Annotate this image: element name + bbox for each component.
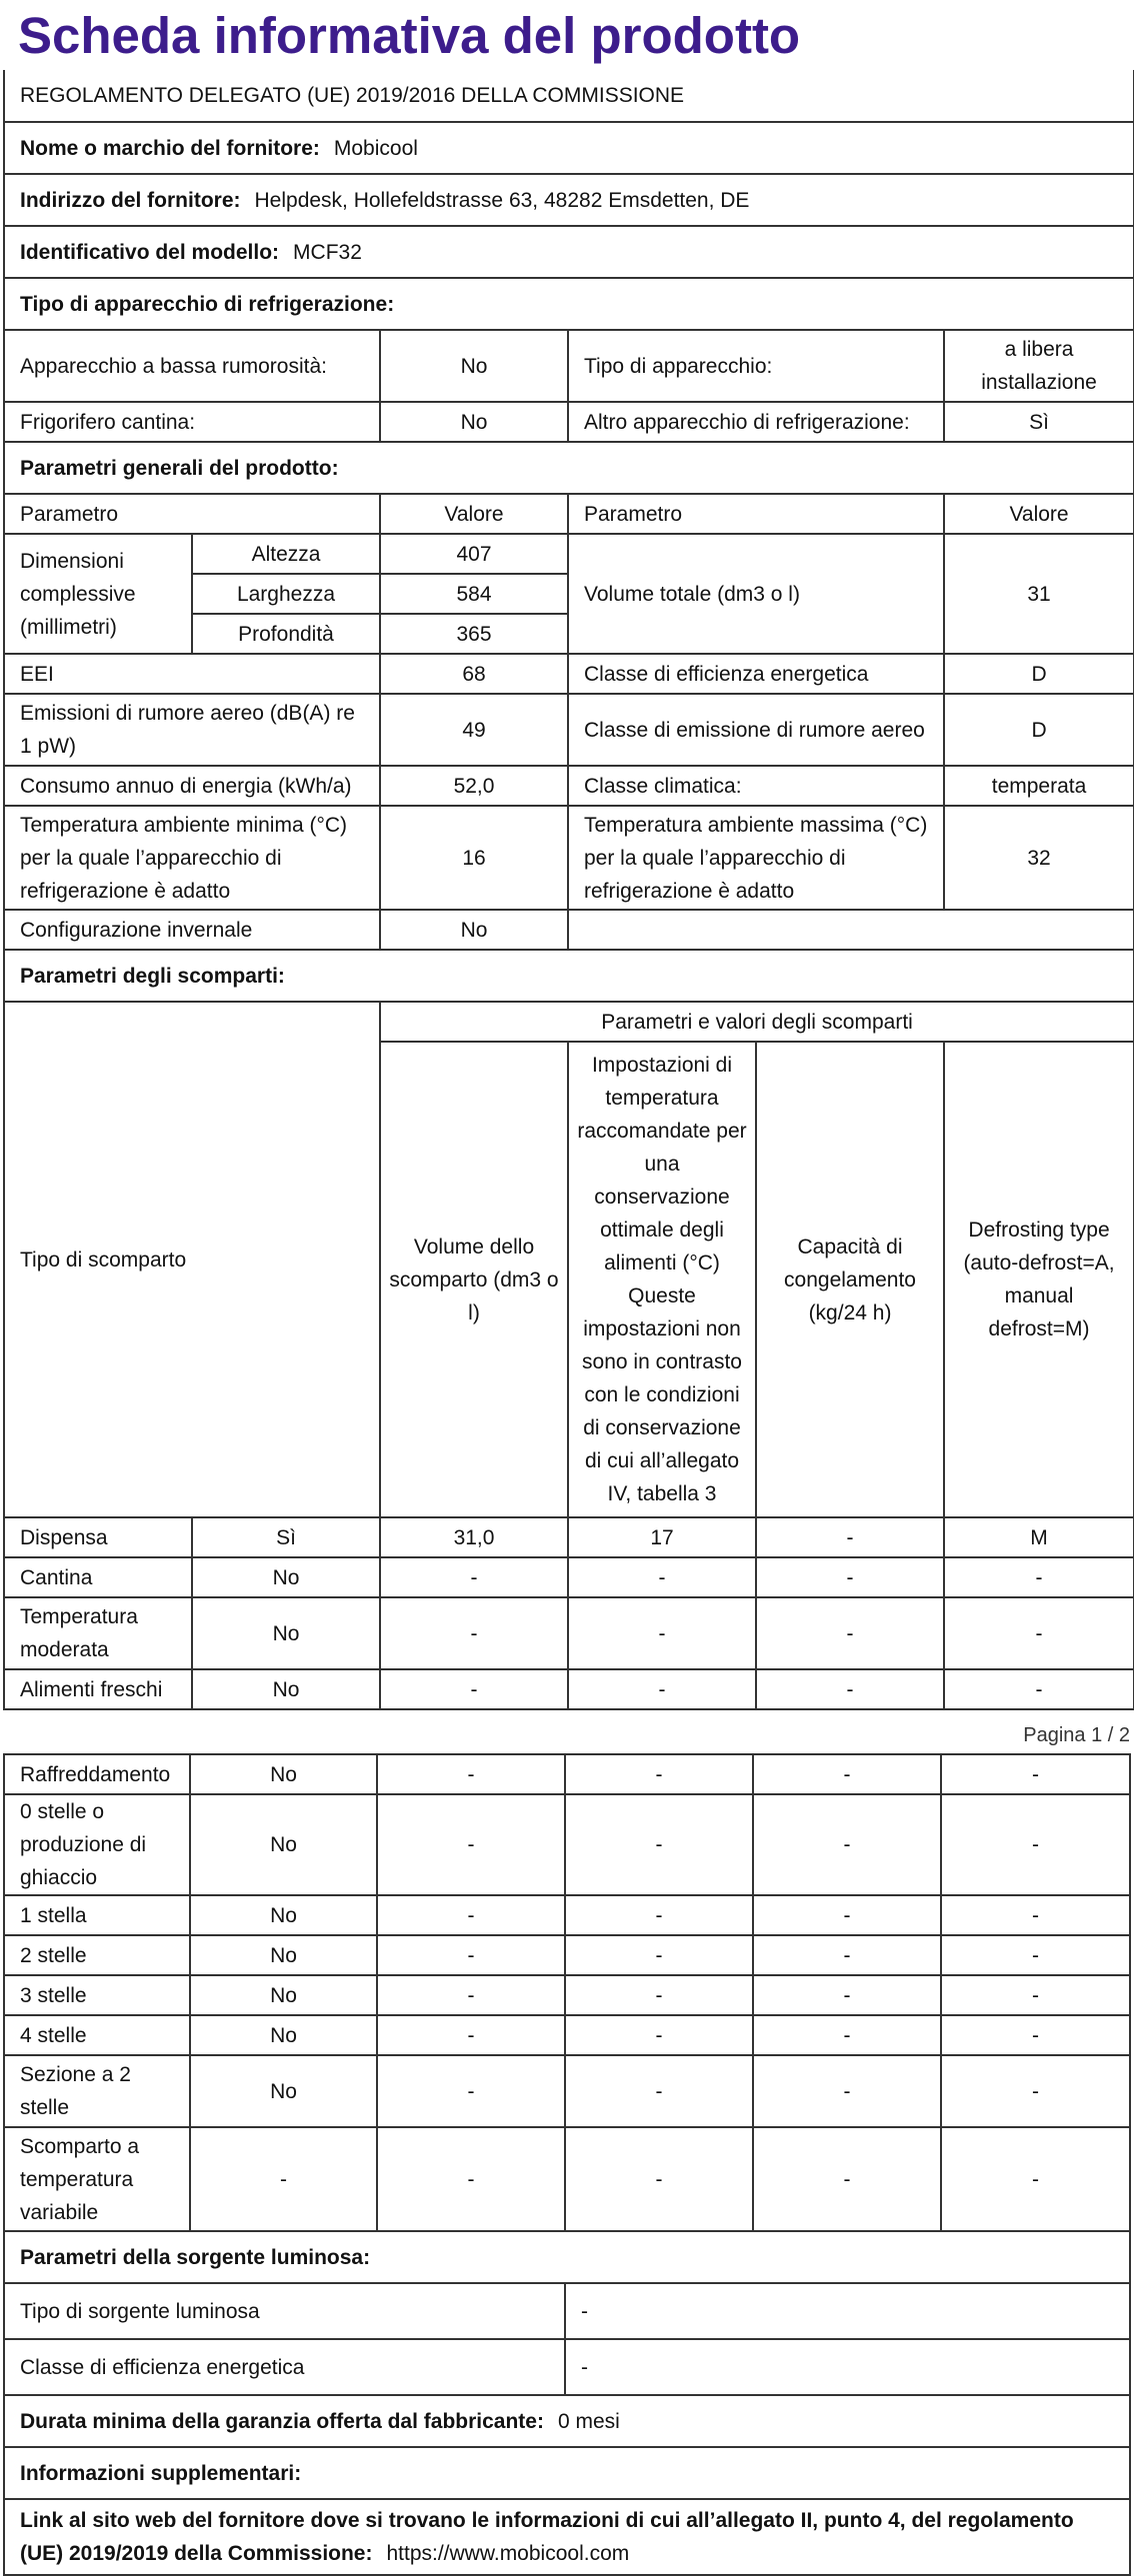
empty-cell [568, 910, 1134, 950]
col-param-header-2: Parametro [568, 494, 944, 534]
table-row [4, 2055, 1130, 2127]
depth-value: 365 [380, 614, 568, 654]
supplier-address-value: Helpdesk, Hollefeldstrasse 63, 48282 Emsdetten, DE [254, 188, 750, 212]
eei-label: EEI [4, 654, 380, 694]
compartment-volume: - [377, 1794, 565, 1895]
compartment-defrost: - [941, 1754, 1130, 1794]
light-source-heading: Parametri della sorgente luminosa: [4, 2231, 1130, 2283]
supplier-name-row [4, 122, 1134, 174]
compartment-temp: - [565, 1975, 753, 2015]
model-row [4, 226, 1134, 278]
product-sheet-page-2 [3, 1753, 1131, 2576]
table-row [4, 1975, 1130, 2015]
compartment-present: No [190, 1754, 377, 1794]
eei-value: 68 [380, 654, 568, 694]
appliance-type-heading: Tipo di apparecchio di refrigerazione: [4, 278, 1134, 330]
page-title: Scheda informativa del prodotto [18, 7, 801, 64]
min-temp-value: 16 [380, 806, 568, 910]
compartment-present: No [190, 2055, 377, 2127]
compartment-name: Sezione a 2 stelle [4, 2055, 190, 2127]
volume-header: Volume dello scomparto (dm3 o l) [380, 1042, 568, 1517]
compartment-defrost: - [944, 1557, 1134, 1597]
climate-class-label: Classe climatica: [568, 766, 944, 806]
table-row [4, 2127, 1130, 2231]
warranty-label: Durata minima della garanzia offerta dal fabbricante: [20, 2409, 544, 2433]
table-row [4, 1754, 1130, 1794]
compartment-type-header: Tipo di scomparto [4, 1002, 380, 1517]
height-value: 407 [380, 534, 568, 574]
compartment-volume: - [377, 2015, 565, 2055]
appliance-type-value: a libera installazione [944, 330, 1134, 402]
page-number: Pagina 1 / 2 [1023, 1724, 1130, 1746]
col-param-header: Parametro [4, 494, 380, 534]
table-row [4, 2015, 1130, 2055]
max-temp-value: 32 [944, 806, 1134, 910]
compartment-defrost: - [941, 1794, 1130, 1895]
climate-class-value: temperata [944, 766, 1134, 806]
compartment-present: No [190, 1935, 377, 1975]
compartment-name: 3 stelle [4, 1975, 190, 2015]
compartment-volume: - [380, 1669, 568, 1709]
compartment-defrost: - [944, 1597, 1134, 1669]
compartment-temp: - [568, 1597, 756, 1669]
noise-emission-label: Emissioni di rumore aereo (dB(A) re 1 pW) [4, 694, 380, 766]
table-row [4, 1517, 1134, 1557]
general-params-heading: Parametri generali del prodotto: [4, 442, 1134, 494]
model-value: MCF32 [293, 240, 362, 264]
compartment-freeze: - [756, 1517, 944, 1557]
compartment-freeze: - [756, 1597, 944, 1669]
compartment-freeze: - [756, 1669, 944, 1709]
compartment-defrost: - [941, 1975, 1130, 2015]
compartment-temp: - [568, 1557, 756, 1597]
table-row [4, 1597, 1134, 1669]
table-row [4, 1669, 1134, 1709]
compartment-defrost: - [941, 2127, 1130, 2231]
supplier-name-label: Nome o marchio del fornitore: [20, 136, 320, 160]
compartment-volume: - [377, 1895, 565, 1935]
wine-cellar-value: No [380, 402, 568, 442]
compartment-defrost: M [944, 1517, 1134, 1557]
compartments-heading: Parametri degli scomparti: [4, 950, 1134, 1002]
width-value: 584 [380, 574, 568, 614]
compartment-freeze: - [753, 1975, 941, 2015]
supplier-address-row [4, 174, 1134, 226]
model-label: Identificativo del modello: [20, 240, 280, 264]
compartment-present: No [192, 1557, 380, 1597]
depth-label: Profondità [192, 614, 380, 654]
warranty-value: 0 mesi [557, 2409, 620, 2433]
compartment-freeze: - [753, 2127, 941, 2231]
compartment-temp: - [568, 1669, 756, 1709]
height-label: Altezza [192, 534, 380, 574]
noise-class-value: D [944, 694, 1134, 766]
compartment-temp: - [565, 1895, 753, 1935]
compartment-temp: - [565, 1754, 753, 1794]
compartment-defrost: - [941, 1895, 1130, 1935]
compartment-volume: - [380, 1597, 568, 1669]
total-volume-label: Volume totale (dm3 o l) [568, 534, 944, 654]
compartment-freeze: - [753, 1754, 941, 1794]
other-appliance-label: Altro apparecchio di refrigerazione: [568, 402, 944, 442]
compartment-defrost: - [941, 2015, 1130, 2055]
table-row [4, 1794, 1130, 1895]
compartment-freeze: - [756, 1557, 944, 1597]
compartment-name: Temperatura moderata [4, 1597, 192, 1669]
defrost-type-header: Defrosting type (auto-defrost=A, manual defrost=M) [944, 1042, 1134, 1517]
light-energy-class-value: - [565, 2339, 1130, 2395]
min-temp-label: Temperatura ambiente minima (°C) per la quale l’apparecchio di refrigerazione è adatto [4, 806, 380, 910]
light-energy-class-label: Classe di efficienza energetica [4, 2339, 565, 2395]
compartment-temp: - [565, 1935, 753, 1975]
compartment-name: 1 stella [4, 1895, 190, 1935]
compartment-present: Sì [192, 1517, 380, 1557]
compartment-present: No [190, 1794, 377, 1895]
compartment-name: 0 stelle o produzione di ghiaccio [4, 1794, 190, 1895]
compartment-temp: - [565, 2055, 753, 2127]
compartment-volume: - [377, 2127, 565, 2231]
product-sheet-page-1 [3, 70, 1134, 1710]
energy-class-label: Classe di efficienza energetica [568, 654, 944, 694]
compartment-volume: - [377, 1975, 565, 2015]
wine-cellar-label: Frigorifero cantina: [4, 402, 380, 442]
compartment-defrost: - [944, 1669, 1134, 1709]
compartment-defrost: - [941, 2055, 1130, 2127]
max-temp-label: Temperatura ambiente massima (°C) per la quale l’apparecchio di refrigerazione è adatto [568, 806, 944, 910]
extra-info-heading: Informazioni supplementari: [4, 2447, 1130, 2499]
compartment-volume: - [377, 2055, 565, 2127]
compartment-volume: - [380, 1557, 568, 1597]
compartment-name: Scomparto a temperatura variabile [4, 2127, 190, 2231]
low-noise-value: No [380, 330, 568, 402]
compartment-name: 2 stelle [4, 1935, 190, 1975]
annual-consumption-value: 52,0 [380, 766, 568, 806]
compartment-freeze: - [753, 2015, 941, 2055]
compartment-name: Cantina [4, 1557, 192, 1597]
supplier-link-value[interactable]: https://www.mobicool.com [386, 2542, 630, 2565]
appliance-type-label: Tipo di apparecchio: [568, 330, 944, 402]
regulation-row [4, 70, 1134, 122]
compartment-freeze: - [753, 2055, 941, 2127]
energy-class-value: D [944, 654, 1134, 694]
other-appliance-value: Sì [944, 402, 1134, 442]
width-label: Larghezza [192, 574, 380, 614]
compartment-present: No [190, 1895, 377, 1935]
winter-config-label: Configurazione invernale [4, 910, 380, 950]
supplier-link-row [4, 2499, 1130, 2575]
compartment-group-header: Parametri e valori degli scomparti [380, 1002, 1134, 1042]
compartment-name: 4 stelle [4, 2015, 190, 2055]
supplier-name-value: Mobicool [333, 136, 418, 160]
warranty-row [4, 2395, 1130, 2447]
dimensions-label: Dimensioni complessive (millimetri) [4, 534, 192, 654]
recommended-temp-header: Impostazioni di temperatura raccomandate per una conservazione ottimale degli alimenti (°C) Queste impostazioni non sono in contrasto con le condizioni di conservazione di cui all’allegato IV, tabella 3 [568, 1042, 756, 1517]
supplier-address-label: Indirizzo del fornitore: [20, 188, 241, 212]
compartment-volume: - [377, 1754, 565, 1794]
table-row [4, 1557, 1134, 1597]
compartment-defrost: - [941, 1935, 1130, 1975]
light-source-type-value: - [565, 2283, 1130, 2339]
light-source-type-label: Tipo di sorgente luminosa [4, 2283, 565, 2339]
compartment-freeze: - [753, 1895, 941, 1935]
supplier-link-label: Link al sito web del fornitore dove si trovano le informazioni di cui all’allegato II, punto 4, del regolamento (UE) 2019/2019 della Commissione: [20, 2509, 1074, 2565]
col-value-header-2: Valore [944, 494, 1134, 534]
compartment-freeze: - [753, 1935, 941, 1975]
compartment-volume: - [377, 1935, 565, 1975]
compartment-temp: 17 [568, 1517, 756, 1557]
compartment-present: - [190, 2127, 377, 2231]
compartment-name: Raffreddamento [4, 1754, 190, 1794]
compartment-temp: - [565, 2127, 753, 2231]
col-value-header: Valore [380, 494, 568, 534]
winter-config-value: No [380, 910, 568, 950]
noise-emission-value: 49 [380, 694, 568, 766]
noise-class-label: Classe di emissione di rumore aereo [568, 694, 944, 766]
table-row [4, 1935, 1130, 1975]
compartment-temp: - [565, 2015, 753, 2055]
compartment-present: No [192, 1669, 380, 1709]
compartment-present: No [190, 1975, 377, 2015]
compartment-present: No [190, 2015, 377, 2055]
table-row [4, 1895, 1130, 1935]
annual-consumption-label: Consumo annuo di energia (kWh/a) [4, 766, 380, 806]
compartment-name: Dispensa [4, 1517, 192, 1557]
regulation-text: REGOLAMENTO DELEGATO (UE) 2019/2016 DELLA COMMISSIONE [20, 84, 685, 107]
compartment-present: No [192, 1597, 380, 1669]
total-volume-value: 31 [944, 534, 1134, 654]
compartment-temp: - [565, 1794, 753, 1895]
compartment-freeze: - [753, 1794, 941, 1895]
freezing-capacity-header: Capacità di congelamento (kg/24 h) [756, 1042, 944, 1517]
compartment-volume: 31,0 [380, 1517, 568, 1557]
compartment-name: Alimenti freschi [4, 1669, 192, 1709]
low-noise-label: Apparecchio a bassa rumorosità: [4, 330, 380, 402]
